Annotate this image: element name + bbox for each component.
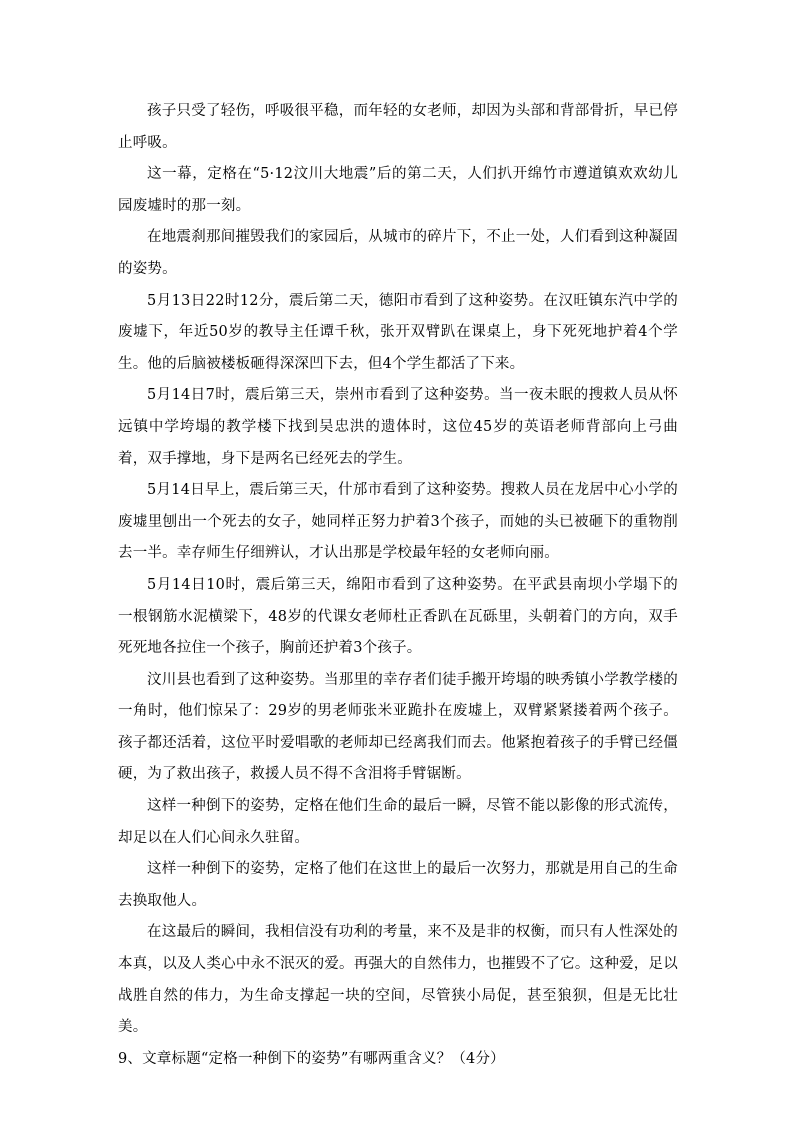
paragraph: 在这最后的瞬间，我相信没有功利的考量，来不及是非的权衡，而只有人性深处的本真，以及人类心中永不泯灭的爱。再强大的自然伟力，也摧毁不了它。这种爱，足以战胜自然的伟力，为生命支撑起一块的空间，尽管狭小局促，甚至狼狈，但是无比壮美。 <box>118 924 678 1036</box>
paragraph: 5月14日10时，震后第三天，绵阳市看到了这种姿势。在平武县南坝小学塌下的一根钢筋水泥横梁下，48岁的代课女老师杜正香趴在瓦砾里，头朝着门的方向，双手死死地各拉住一个孩子，胸前还护着3个孩子。 <box>118 576 678 657</box>
question-text: 9、文章标题“定格一种倒下的姿势”有哪两重含义？（4分） <box>118 1050 505 1067</box>
paragraph: 5月13日22时12分，震后第二天，德阳市看到了这种姿势。在汉旺镇东汽中学的废墟下，年近50岁的教导主任谭千秋，张开双臂趴在课桌上，身下死死地护着4个学生。他的后脑被楼板砸得深深凹下去，但4个学生都活了下来。 <box>118 292 678 372</box>
paragraph: 这样一种倒下的姿势，定格在他们生命的最后一瞬，尽管不能以影像的形式流传，却足以在人们心间永久驻留。 <box>118 798 678 846</box>
paragraph: 在地震刹那间摧毁我们的家园后，从城市的碎片下，不止一处，人们看到这种凝固的姿势。 <box>118 229 678 277</box>
paragraph: 5月14日7时，震后第三天，崇州市看到了这种姿势。当一夜未眠的搜救人员从怀远镇中学垮塌的教学楼下找到吴忠洪的遗体时，这位45岁的英语老师背部向上弓曲着，双手撑地，身下是两名已经死去的学生。 <box>118 387 678 467</box>
paragraph: 这一幕，定格在“5·12汶川大地震”后的第二天，人们扒开绵竹市遵道镇欢欢幼儿园废墟时的那一刻。 <box>118 166 678 214</box>
paragraph: 汶川县也看到了这种姿势。当那里的幸存者们徒手搬开垮塌的映秀镇小学教学楼的一角时，他们惊呆了：29岁的男老师张米亚跪扑在废墟上，双臂紧紧搂着两个孩子。孩子都还活着，这位平时爱唱歌的老师却已经离我们而去。他紧抱着孩子的手臂已经僵硬，为了救出孩子，救援人员不得不含泪将手臂锯断。 <box>118 671 678 783</box>
paragraph: 这样一种倒下的姿势，定格了他们在这世上的最后一次努力，那就是用自己的生命去换取他人。 <box>118 861 678 909</box>
paragraph: 5月14日早上，震后第三天，什邡市看到了这种姿势。搜救人员在龙居中心小学的废墟里刨出一个死去的女子，她同样正努力护着3个孩子，而她的头已被砸下的重物削去一半。幸存师生仔细辨认，才认出那是学校最年轻的女老师向丽。 <box>118 482 678 562</box>
paragraph: 孩子只受了轻伤，呼吸很平稳，而年轻的女老师，却因为头部和背部骨折，早已停止呼吸。 <box>118 103 678 151</box>
article-body <box>118 96 678 1075</box>
